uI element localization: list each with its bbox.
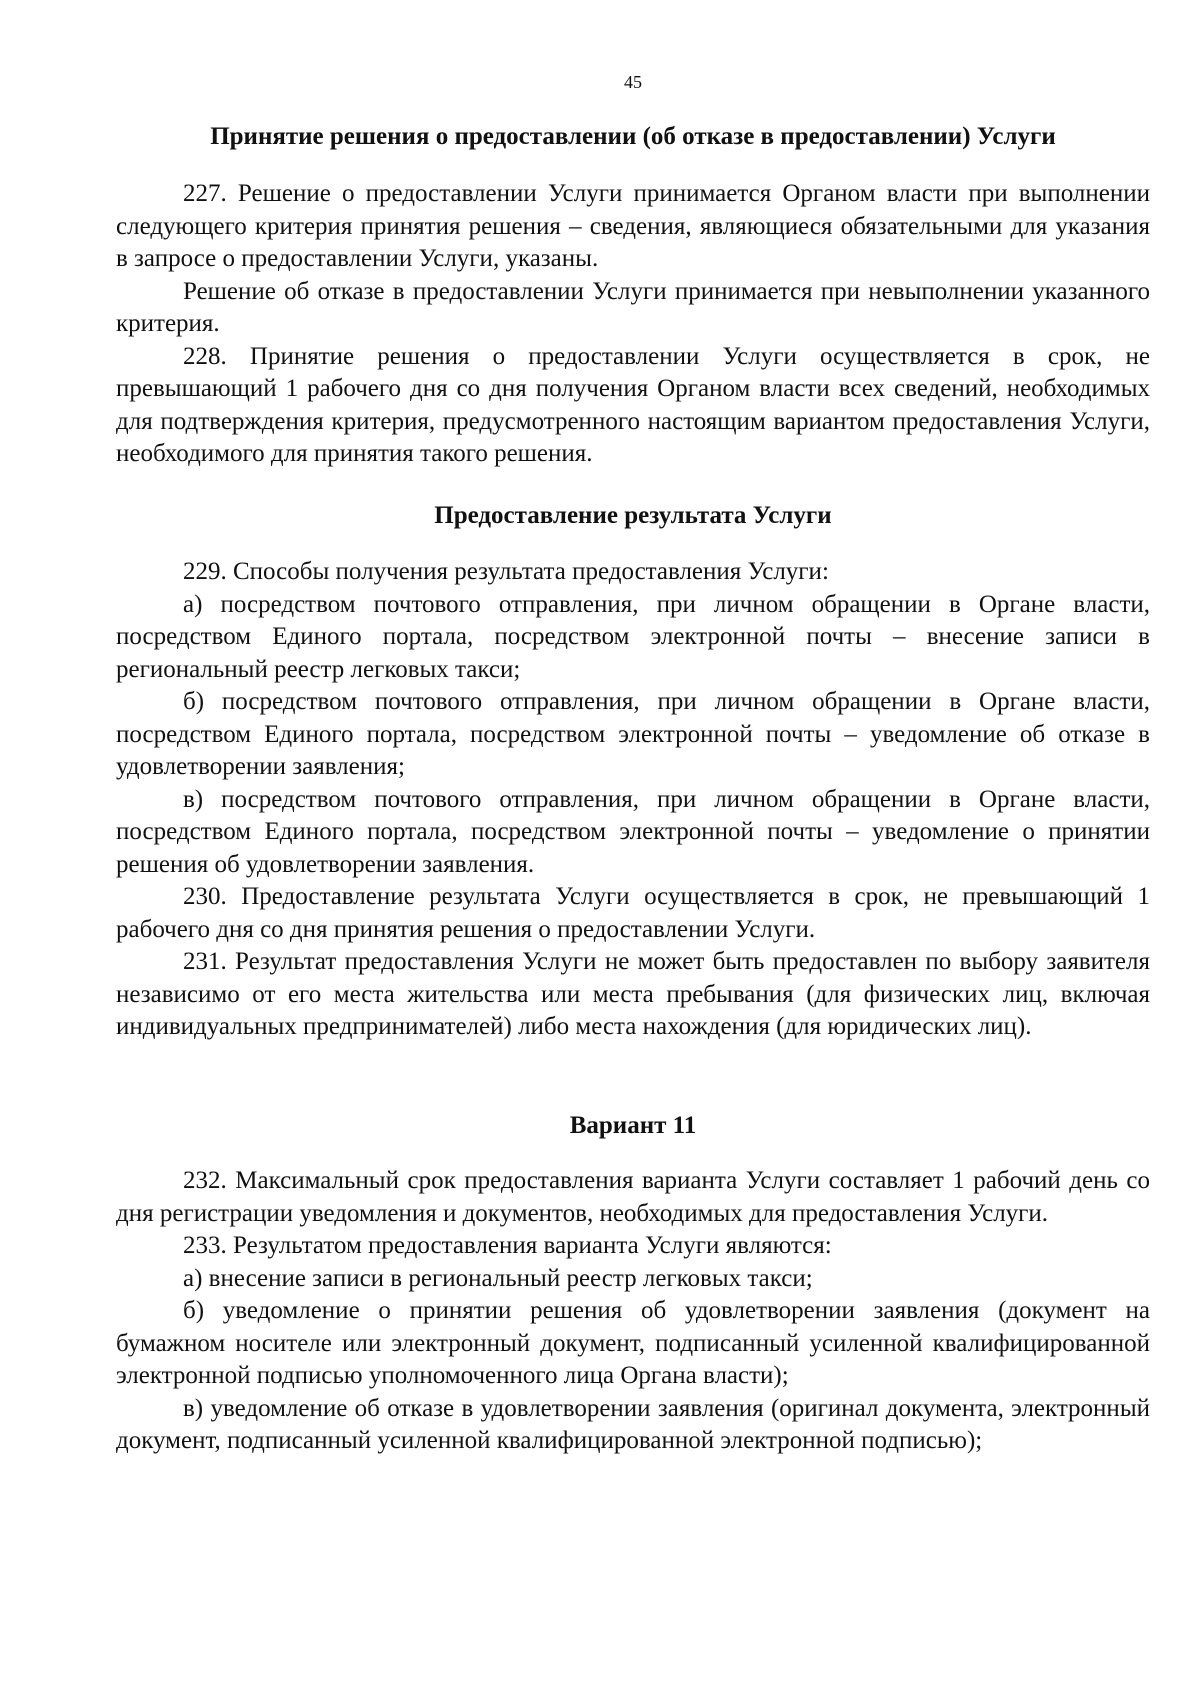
page-number: 45: [624, 72, 642, 92]
paragraph-227: 227. Решение о предоставлении Услуги принимается Органом власти при выполнении следующего критерия принятия решения – сведения, являющиеся обязательными для указания в запросе о предоставлении Услуги, указаны.: [116, 180, 1150, 272]
section-heading-result: Предоставление результата Услуги: [434, 502, 832, 529]
paragraph-229: 229. Способы получения результата предоставления Услуги:: [183, 558, 829, 585]
paragraph-227-refusal: Решение об отказе в предоставлении Услуги принимается при невыполнении указанного критерия.: [116, 277, 1150, 337]
section-heading-decision: Принятие решения о предоставлении (об отказе в предоставлении) Услуги: [210, 123, 1056, 150]
section-body-decision: [116, 178, 1150, 471]
paragraph-233-c: в) уведомление об отказе в удовлетворении заявления (оригинал документа, электронный документ, подписанный усиленной квалифицированной электронной подписью);: [116, 1394, 1150, 1454]
section-heading-variant-11: Вариант 11: [569, 1112, 697, 1139]
paragraph-228: 228. Принятие решения о предоставлении Услуги осуществляется в срок, не превышающий 1 рабочего дня со дня получения Органом власти всех сведений, необходимых для подтверждения критерия, предусмотренного настоящим вариантом предоставления Услуги, необходимого для принятия такого решения.: [116, 342, 1150, 467]
paragraph-229-c: в) посредством почтового отправления, при личном обращении в Органе власти, посредством Единого портала, посредством электронной почты – уведомление о принятии решения об удовлетворении заявления.: [116, 785, 1150, 878]
paragraph-233-b: б) уведомление о принятии решения об удовлетворении заявления (документ на бумажном носителе или электронный документ, подписанный усиленной квалифицированной электронной подписью уполномоченного лица Органа власти);: [116, 1297, 1150, 1389]
paragraph-232: 232. Максимальный срок предоставления варианта Услуги составляет 1 рабочий день со дня регистрации уведомления и документов, необходимых для предоставления Услуги.: [116, 1167, 1150, 1227]
section-body-variant-11: [116, 1165, 1150, 1458]
paragraph-231: 231. Результат предоставления Услуги не может быть предоставлен по выбору заявителя независимо от его места жительства или места пребывания (для физических лиц, включая индивидуальных предпринимателей) либо места нахождения (для юридических лиц).: [116, 948, 1150, 1040]
paragraph-229-b: б) посредством почтового отправления, при личном обращении в Органе власти, посредством Единого портала, посредством электронной почты – уведомление об отказе в удовлетворении заявления;: [116, 688, 1150, 780]
paragraph-230: 230. Предоставление результата Услуги осуществляется в срок, не превышающий 1 рабочего дня со дня принятия решения о предоставлении Услуги.: [116, 883, 1150, 943]
paragraph-233-a: а) внесение записи в региональный реестр легковых такси;: [183, 1264, 813, 1292]
section-body-result: [116, 556, 1150, 1044]
paragraph-233: 233. Результатом предоставления варианта Услуги являются:: [183, 1232, 832, 1259]
paragraph-229-a: а) посредством почтового отправления, при личном обращении в Органе власти, посредством Единого портала, посредством электронной почты – внесение записи в региональный реестр легковых такси;: [116, 590, 1150, 683]
